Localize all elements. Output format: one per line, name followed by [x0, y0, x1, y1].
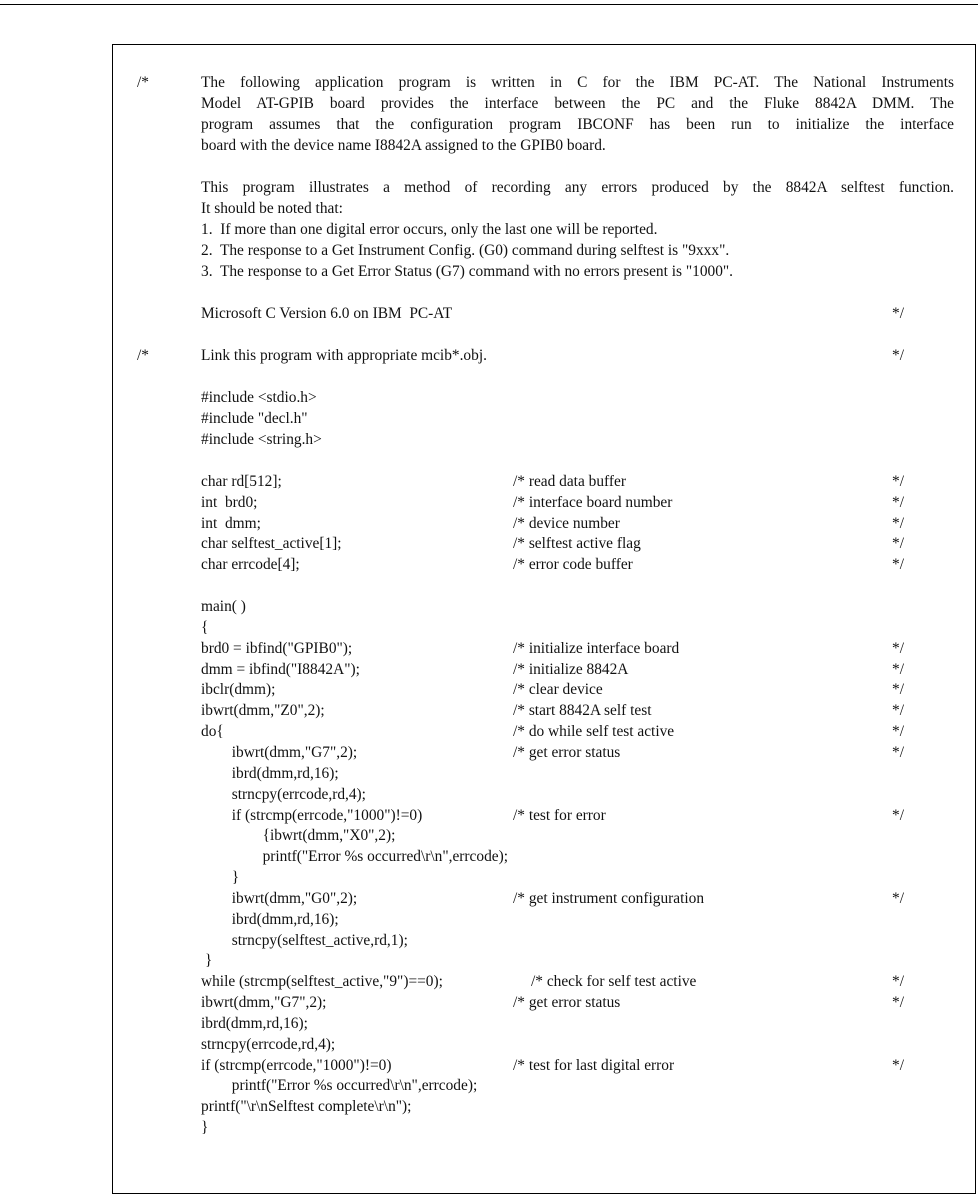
intro-line-1: The following application program is written in C for the IBM PC-AT. The National Instruments [201, 74, 954, 91]
comment-end-marker: */ [892, 702, 904, 720]
code-line: if (strcmp(errcode,"1000")!=0) [201, 1056, 392, 1074]
include-line: #include <string.h> [201, 431, 322, 448]
inline-comment: /* get instrument configuration [513, 889, 705, 907]
intro-line-3: program assumes that the configuration program IBCONF has been run to initialize the interface [201, 116, 954, 133]
code-line: {ibwrt(dmm,"X0",2); [201, 827, 396, 845]
comment-end-marker: */ [892, 473, 904, 490]
comment-end-marker: */ [892, 889, 904, 907]
compiler-line: Microsoft C Version 6.0 on IBM PC-AT [201, 305, 453, 322]
code-line: } [201, 869, 240, 887]
inline-comment: /* error code buffer [513, 556, 633, 574]
comment-end-marker: */ [892, 806, 904, 824]
code-line: } [201, 1119, 209, 1137]
comment-end-marker: */ [892, 556, 904, 574]
code-line: ibrd(dmm,rd,16); [201, 764, 339, 782]
inline-comment: /* check for self test active [531, 973, 697, 990]
code-line: printf("\r\nSelftest complete\r\n"); [201, 1098, 412, 1116]
code-line: char rd[512]; [201, 473, 282, 490]
inline-comment: /* test for error [513, 806, 606, 824]
inline-comment: /* get error status [513, 743, 621, 761]
inline-comment: /* get error status [513, 994, 621, 1011]
code-line: ibrd(dmm,rd,16); [201, 1014, 308, 1032]
inline-comment: /* interface board number [513, 493, 673, 511]
code-line: printf("Error %s occurred\r\n",errcode); [201, 1077, 478, 1095]
code-line: ibclr(dmm); [201, 681, 276, 699]
code-line: ibrd(dmm,rd,16); [201, 910, 339, 928]
comment-end-marker: */ [892, 514, 904, 532]
note-item-1: 1. If more than one digital error occurs, only the last one will be reported. [201, 221, 658, 238]
code-line: strncpy(errcode,rd,4); [201, 1035, 336, 1053]
include-line: #include <stdio.h> [201, 389, 317, 406]
code-line: } [201, 952, 213, 970]
code-line: dmm = ibfind("I8842A"); [201, 660, 360, 678]
comment-close-marker: */ [892, 305, 904, 322]
code-line: main( ) [201, 598, 246, 615]
code-line: ibwrt(dmm,"G7",2); [201, 994, 327, 1011]
comment-end-marker: */ [892, 973, 904, 990]
note-intro-line: This program illustrates a method of recording any errors produced by the 8842A selftest function. [201, 179, 954, 196]
code-line: { [201, 618, 209, 636]
code-line: char errcode[4]; [201, 556, 300, 574]
code-line: ibwrt(dmm,"G7",2); [201, 743, 358, 761]
top-rule [0, 4, 978, 5]
code-line: int dmm; [201, 514, 261, 532]
comment-open-marker: /* [137, 74, 149, 91]
inline-comment: /* do while self test active [513, 723, 675, 741]
code-line: brd0 = ibfind("GPIB0"); [201, 639, 353, 657]
comment-end-marker: */ [892, 723, 904, 741]
inline-comment: /* selftest active flag [513, 535, 641, 553]
code-line: do{ [201, 723, 224, 741]
comment-end-marker: */ [892, 493, 904, 511]
inline-comment: /* clear device [513, 681, 603, 699]
comment-end-marker: */ [892, 1056, 904, 1074]
code-line: printf("Error %s occurred\r\n",errcode); [201, 848, 509, 866]
include-line: #include "decl.h" [201, 410, 308, 427]
note-line: It should be noted that: [201, 200, 343, 217]
code-line: strncpy(selftest_active,rd,1); [201, 931, 408, 949]
code-line: strncpy(errcode,rd,4); [201, 785, 366, 803]
note-item-2: 2. The response to a Get Instrument Config. (G0) command during selftest is "9xxx". [201, 242, 730, 259]
comment-end-marker: */ [892, 639, 904, 657]
comment-end-marker: */ [892, 994, 904, 1011]
inline-comment: /* device number [513, 514, 620, 532]
code-line: ibwrt(dmm,"G0",2); [201, 889, 358, 907]
link-comment-close: */ [892, 347, 904, 364]
inline-comment: /* initialize interface board [513, 639, 680, 657]
while-condition-line: while (strcmp(selftest_active,"9")==0); [201, 973, 443, 990]
code-line: ibwrt(dmm,"Z0",2); [201, 702, 325, 720]
comment-end-marker: */ [892, 660, 904, 678]
code-line: int brd0; [201, 493, 258, 511]
code-line: char selftest_active[1]; [201, 535, 342, 553]
link-note-text: Link this program with appropriate mcib*.obj. [201, 347, 487, 364]
intro-line-4: board with the device name I8842A assigned to the GPIB0 board. [201, 137, 606, 154]
code-line: if (strcmp(errcode,"1000")!=0) [201, 806, 423, 824]
inline-comment: /* initialize 8842A [513, 660, 629, 678]
comment-end-marker: */ [892, 681, 904, 699]
inline-comment: /* read data buffer [513, 473, 626, 490]
inline-comment: /* test for last digital error [513, 1056, 675, 1074]
inline-comment: /* start 8842A self test [513, 702, 652, 720]
comment-end-marker: */ [892, 743, 904, 761]
note-item-3: 3. The response to a Get Error Status (G7) command with no errors present is "1000". [201, 263, 734, 280]
intro-line-2: Model AT-GPIB board provides the interface between the PC and the Fluke 8842A DMM. The [201, 95, 954, 112]
comment-end-marker: */ [892, 535, 904, 553]
link-comment-open: /* [137, 347, 149, 364]
